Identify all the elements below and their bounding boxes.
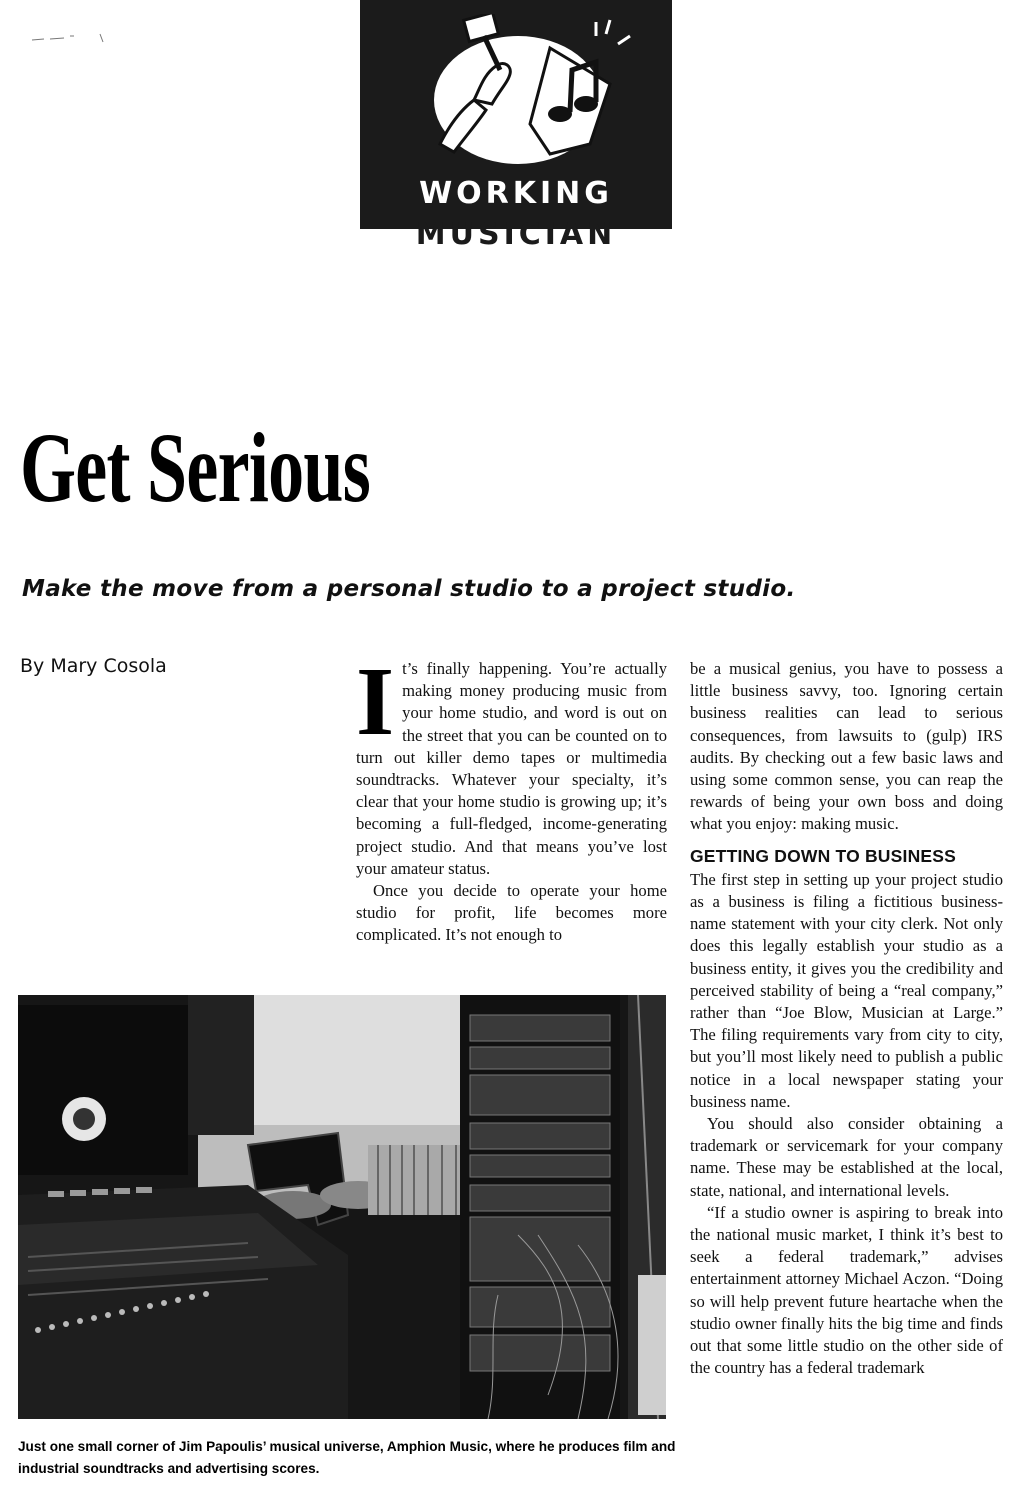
hammer-fist-music-note-icon — [400, 14, 632, 174]
section-subhead: GETTING DOWN TO BUSINESS — [690, 845, 957, 866]
body-column-right — [690, 658, 1003, 1380]
studio-photo-icon — [18, 995, 666, 1419]
headline: Get Serious — [20, 412, 371, 523]
body-paragraph-text: t’s finally happening. You’re actually making money producing music from your home studio, and word is out on the street that you can be counted on to turn out killer demo tapes or multimedia soundtracks. Whatever your specialty, it’s clear that your home studio is growing up; it’s becoming a full-fledged, income-generating project studio. And that means you’ve lost your amateur status. — [356, 659, 667, 878]
body-paragraph: You should also consider obtaining a trademark or servicemark for your company name. These may be established at the local, state, national, and international levels. — [690, 1114, 1003, 1200]
column-badge — [360, 0, 672, 229]
badge-title-line1: WORKING — [419, 176, 613, 211]
body-paragraph: Once you decide to operate your home studio for profit, life becomes more complicated. It’s not enough to — [356, 881, 667, 945]
body-paragraph: be a musical genius, you have to possess a little business savvy, too. Ignoring certain business realities can lead to serious consequences, from lawsuits to (gulp) IRS audits. By checking out a few basic laws and using some common sense, you can reap the rewards of being your own boss and doing what you enjoy: making music. — [690, 659, 1003, 834]
drop-cap: I — [356, 648, 395, 756]
deck: Make the move from a personal studio to a project studio. — [22, 576, 796, 602]
badge-title-line2-text: MUSICIAN — [415, 222, 617, 252]
scan-mark — [30, 30, 120, 50]
studio-photo — [18, 995, 666, 1419]
body-paragraph — [356, 648, 667, 880]
badge-title-line2 — [360, 222, 672, 254]
byline: By Mary Cosola — [20, 655, 167, 677]
body-column-middle — [356, 648, 667, 947]
body-paragraph: The first step in setting up your project studio as a business is filing a fictitious business-name statement with your city clerk. Not only does this legally establish your studio as a business entity, it gives you the credibility and perceived stability of being a “real company,” rather than “Joe Blow, Musician at Large.” The filing requirements vary from city to city, but you’ll most likely need to publish a public notice in a local newspaper stating your business name. — [690, 869, 1003, 1111]
body-paragraph: “If a studio owner is aspiring to break into the national music market, I think it’s best to seek a federal trademark,” advises entertainment attorney Michael Aczon. “Doing so will help prevent future heartache when the studio owner finally hits the big time and finds out that some little studio on the other side of the country has a federal trademark — [690, 1202, 1003, 1378]
photo-caption: Just one small corner of Jim Papoulis’ musical universe, Amphion Music, where he produces film and industrial soundtracks and advertising scores. — [18, 1439, 676, 1476]
